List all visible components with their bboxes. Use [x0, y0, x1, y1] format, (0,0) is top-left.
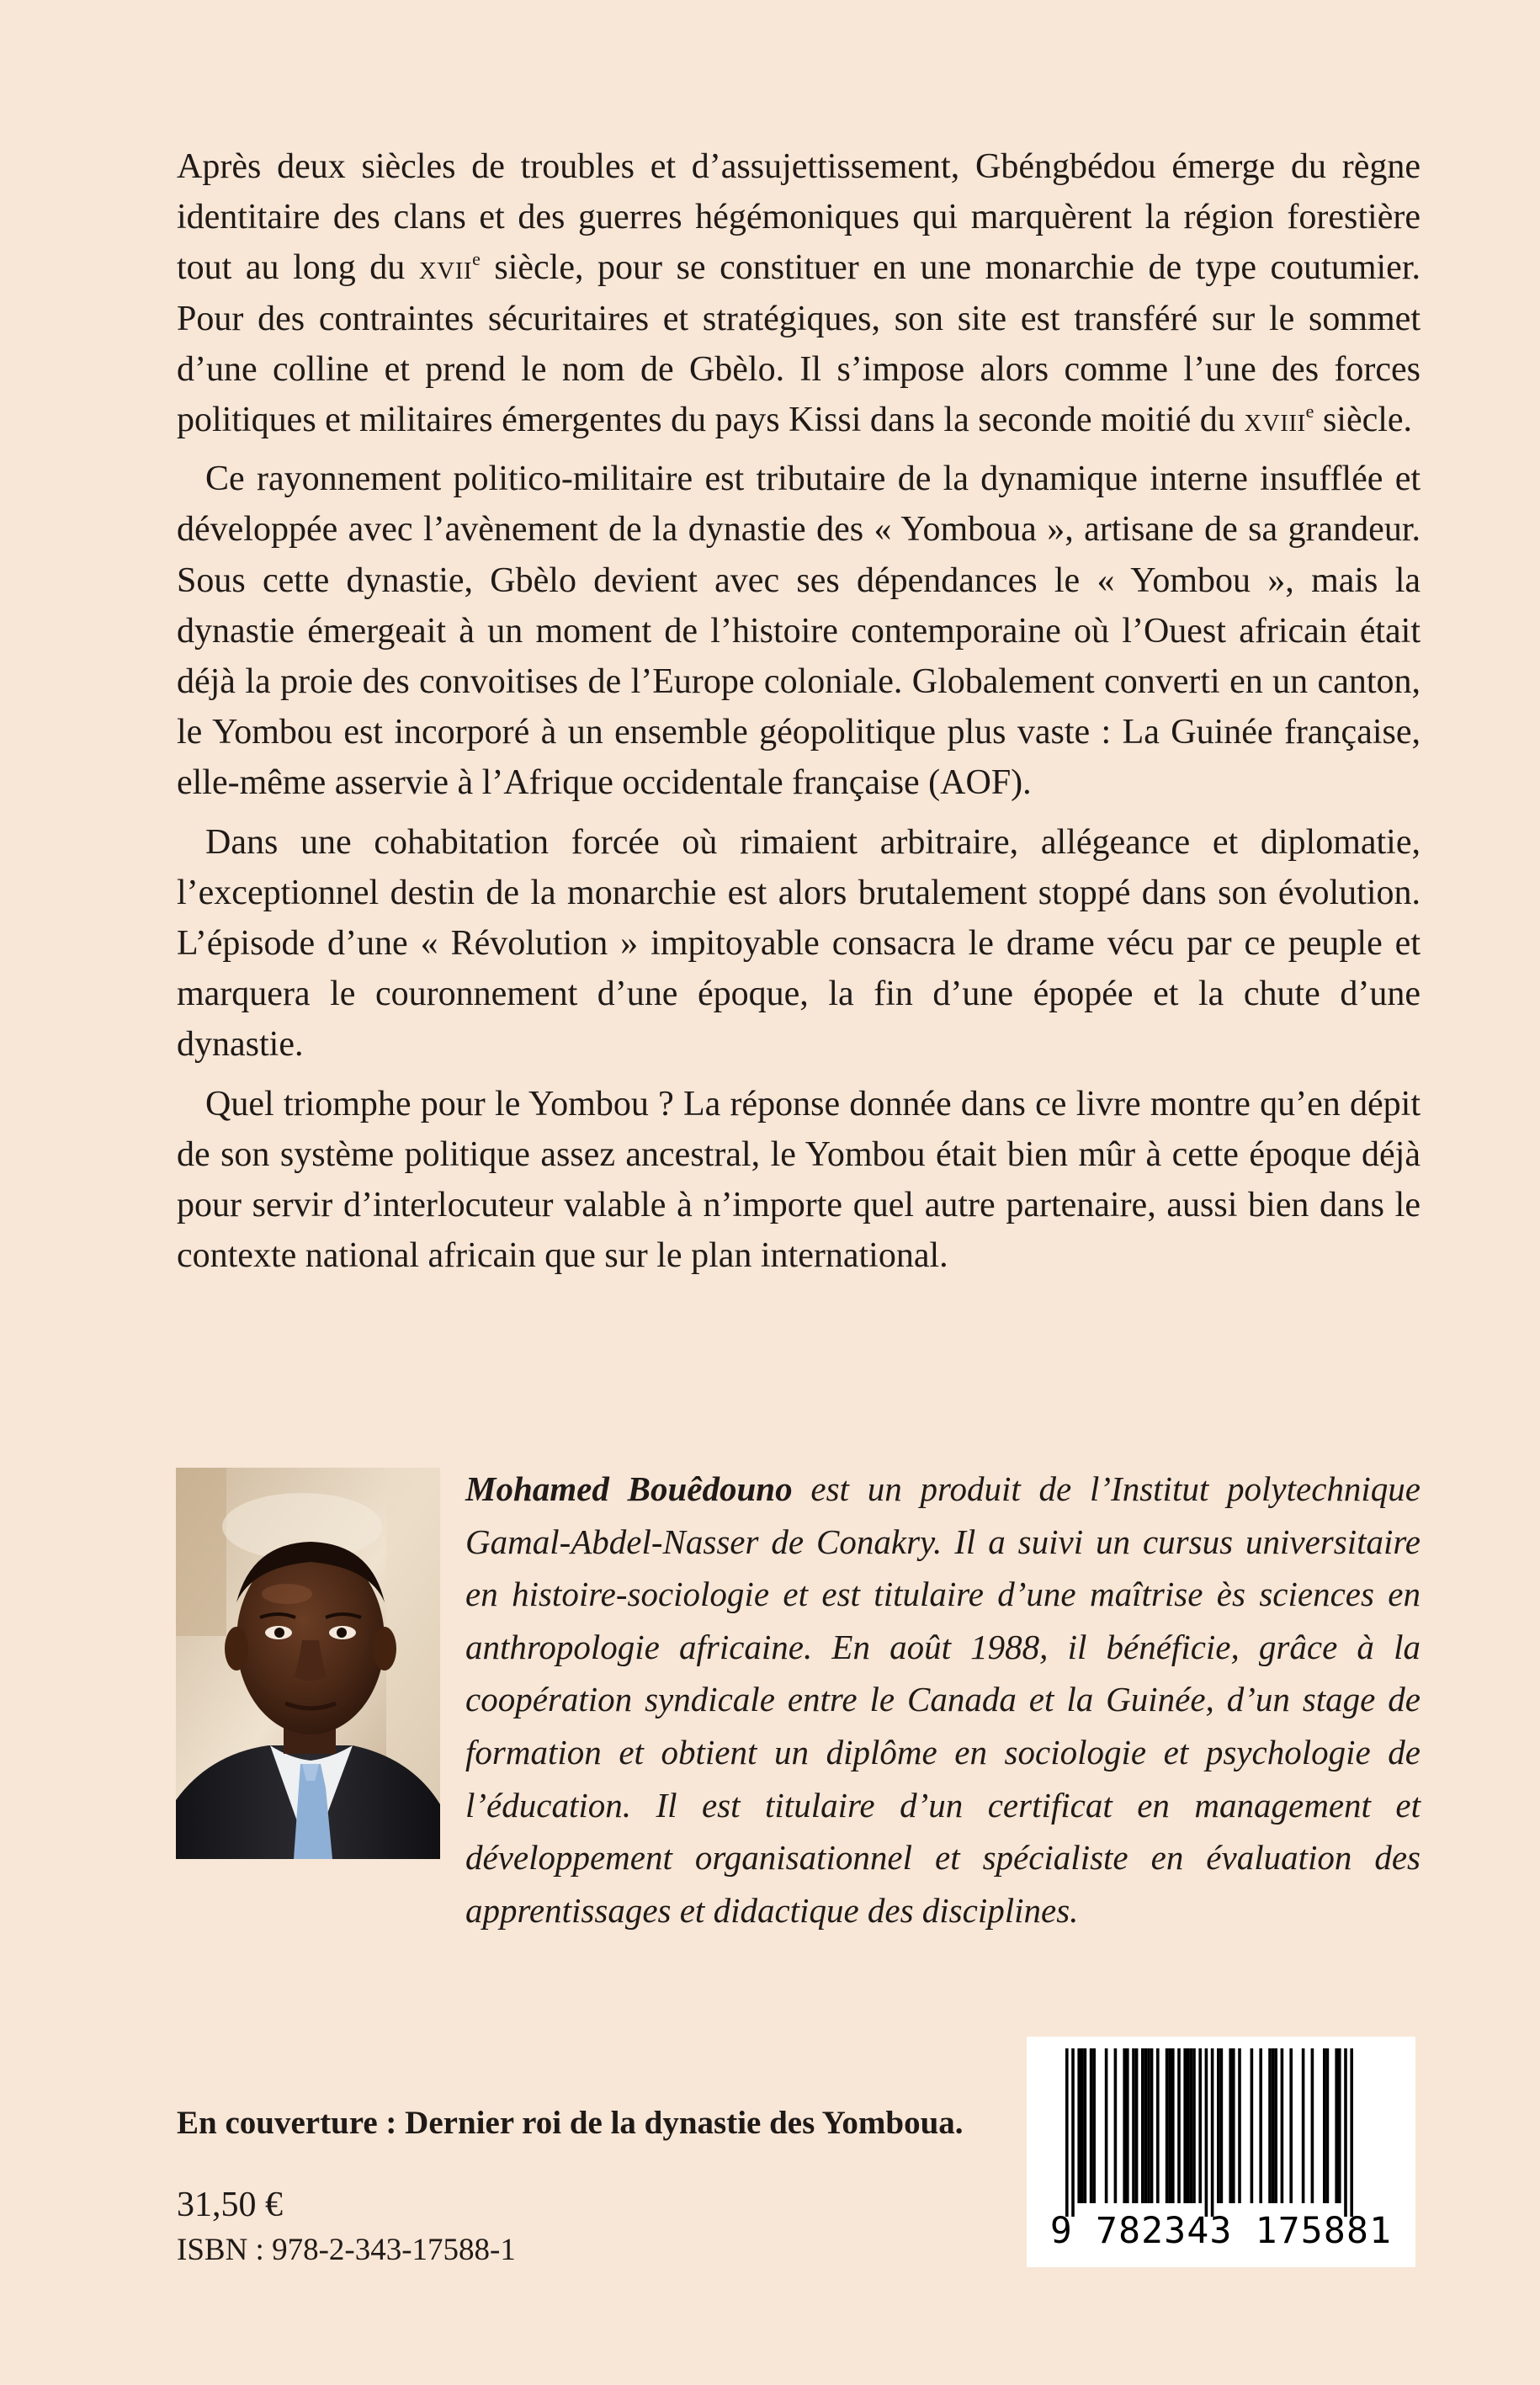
barcode-bar [1166, 2048, 1169, 2203]
barcode-bar [1065, 2048, 1069, 2217]
price: 31,50 € [177, 2186, 283, 2224]
barcode-bar [1123, 2048, 1126, 2203]
author-photo [176, 1468, 440, 1859]
barcode-bar [1187, 2048, 1190, 2203]
barcode-bar [1217, 2048, 1220, 2203]
barcode-bar [1132, 2048, 1135, 2203]
barcode-bar [1147, 2048, 1150, 2203]
barcode-bar [1344, 2048, 1347, 2217]
barcode-bar [1229, 2048, 1232, 2203]
author-portrait-image [176, 1468, 440, 1859]
author-bio-text: est un produit de l’Institut polytechnique Gamal-Abdel-Nasser de Conakry. Il a suivi un cursus universitaire en histoire-sociologie et est titulaire d’une maîtrise ès sciences en anthropologie africaine. En août 1988, il bénéficie, grâce à la coopération syndicale entre le Canada et la Guinée, d’un stage de formation et obtient un diplôme en sociologie et psychologie de l’éducation. Il est titulaire d’un certificat en management et développement organisationnel et spécialiste en évaluation des apprentissages et didactique des disciplines. [465, 1469, 1421, 1930]
barcode-bar [1335, 2048, 1338, 2203]
barcode-bar [1141, 2048, 1144, 2203]
barcode-bar [1205, 2048, 1208, 2217]
barcode-bar [1211, 2048, 1214, 2217]
century-numeral: xvii [418, 248, 473, 288]
author-name: Mohamed Bouêdouno [465, 1469, 793, 1508]
barcode-bar [1311, 2048, 1314, 2203]
barcode-bar [1198, 2048, 1202, 2203]
barcode [1027, 2037, 1415, 2267]
barcode-bar [1071, 2048, 1075, 2217]
blurb [177, 141, 1421, 1289]
barcode-bar [1144, 2048, 1148, 2203]
barcode-bar [1289, 2048, 1293, 2203]
barcode-bar [1177, 2048, 1181, 2203]
century-superscript: e [1305, 401, 1314, 422]
barcode-bar [1126, 2048, 1129, 2203]
barcode-bar [1077, 2048, 1081, 2203]
blurb-paragraph-4: Quel triomphe pour le Yombou ? La réponse donnée dans ce livre montre qu’en dépit de son système politique assez ancestral, le Yombou était bien mûr à cette époque déjà pour servir d’interlocuteur valable à n’importe quel autre partenaire, aussi bien dans le contexte national africain que sur le plan international. [177, 1084, 1421, 1276]
barcode-bar [1171, 2048, 1175, 2203]
author-bio [465, 1463, 1421, 1936]
barcode-bar [1105, 2048, 1108, 2203]
barcode-bar [1268, 2048, 1272, 2203]
barcode-bar [1350, 2048, 1353, 2217]
barcode-bar [1238, 2048, 1241, 2203]
century-superscript: e [472, 248, 481, 270]
barcode-bar [1135, 2048, 1139, 2203]
barcode-bar [1232, 2048, 1235, 2203]
barcode-bar [1084, 2048, 1087, 2203]
barcode-bar [1081, 2048, 1084, 2203]
barcode-bar [1326, 2048, 1330, 2203]
barcode-bar [1150, 2048, 1154, 2203]
blurb-paragraph-2: Ce rayonnement politico-militaire est tributaire de la dynamique interne insufflée et développée avec l’avènement de la dynastie des « Yomboua », artisane de sa grandeur. Sous cette dynastie, Gbèlo devient avec ses dépendances le « Yombou », mais la dynastie émergeait à un moment de l’histoire contemporaine où l’Ouest africain était déjà la proie des convoitises de l’Europe coloniale. Globalement converti en un canton, le Yombou est incorporé à un ensemble géopolitique plus vaste : La Guinée française, elle-même asservie à l’Afrique occidentale française (AOF). [177, 459, 1421, 803]
barcode-bar [1274, 2048, 1277, 2203]
barcode-bar [1323, 2048, 1326, 2203]
blurb-paragraph-1: Après deux siècles de troubles et d’assujettissement, Gbéngbédou émerge du règne identitaire des clans et des guerres hégémoniques qui marquèrent la région forestière tout au long du xvii$^e$ siècle, pour se constituer en une monarchie de type coutumier. Pour des contraintes sécuritaires et stratégiques, son site est transféré sur le sommet d’une colline et prend le nom de Gbèlo. Il s’impose alors comme l’une des forces politiques et militaires émergentes du pays Kissi dans la seconde moitié du xviii$^e$ siècle. [177, 147, 1421, 440]
barcode-bar [1281, 2048, 1284, 2203]
barcode-bar [1190, 2048, 1193, 2203]
barcode-digits: 9 782343 175881 [1049, 2210, 1393, 2252]
barcode-bar [1302, 2048, 1305, 2203]
barcode-bar [1259, 2048, 1262, 2203]
barcode-bar [1090, 2048, 1093, 2203]
barcode-bar [1092, 2048, 1096, 2203]
isbn: ISBN : 978-2-343-17588-1 [177, 2233, 516, 2267]
blurb-paragraph-3: Dans une cohabitation forcée où rimaient arbitraire, allégeance et diplomatie, l’exceptionnel destin de la monarchie est alors brutalement stoppé dans son évolution. L’épisode d’une « Révolution » impitoyable consacra le drame vécu par ce peuple et marquera le couronnement d’une époque, la fin d’une épopée et la chute d’une dynastie. [177, 822, 1421, 1065]
barcode-bar [1251, 2048, 1254, 2203]
barcode-bar [1338, 2048, 1341, 2203]
century-numeral: xviii [1244, 401, 1306, 440]
cover-note: En couverture : Dernier roi de la dynastie des Yomboua. [177, 2105, 964, 2141]
barcode-bar [1168, 2048, 1171, 2203]
barcode-bar [1220, 2048, 1224, 2203]
barcode-bar [1183, 2048, 1187, 2203]
barcode-bar [1156, 2048, 1160, 2203]
barcode-bar [1272, 2048, 1275, 2203]
barcode-bar [1114, 2048, 1118, 2203]
barcode-bar [1192, 2048, 1196, 2203]
